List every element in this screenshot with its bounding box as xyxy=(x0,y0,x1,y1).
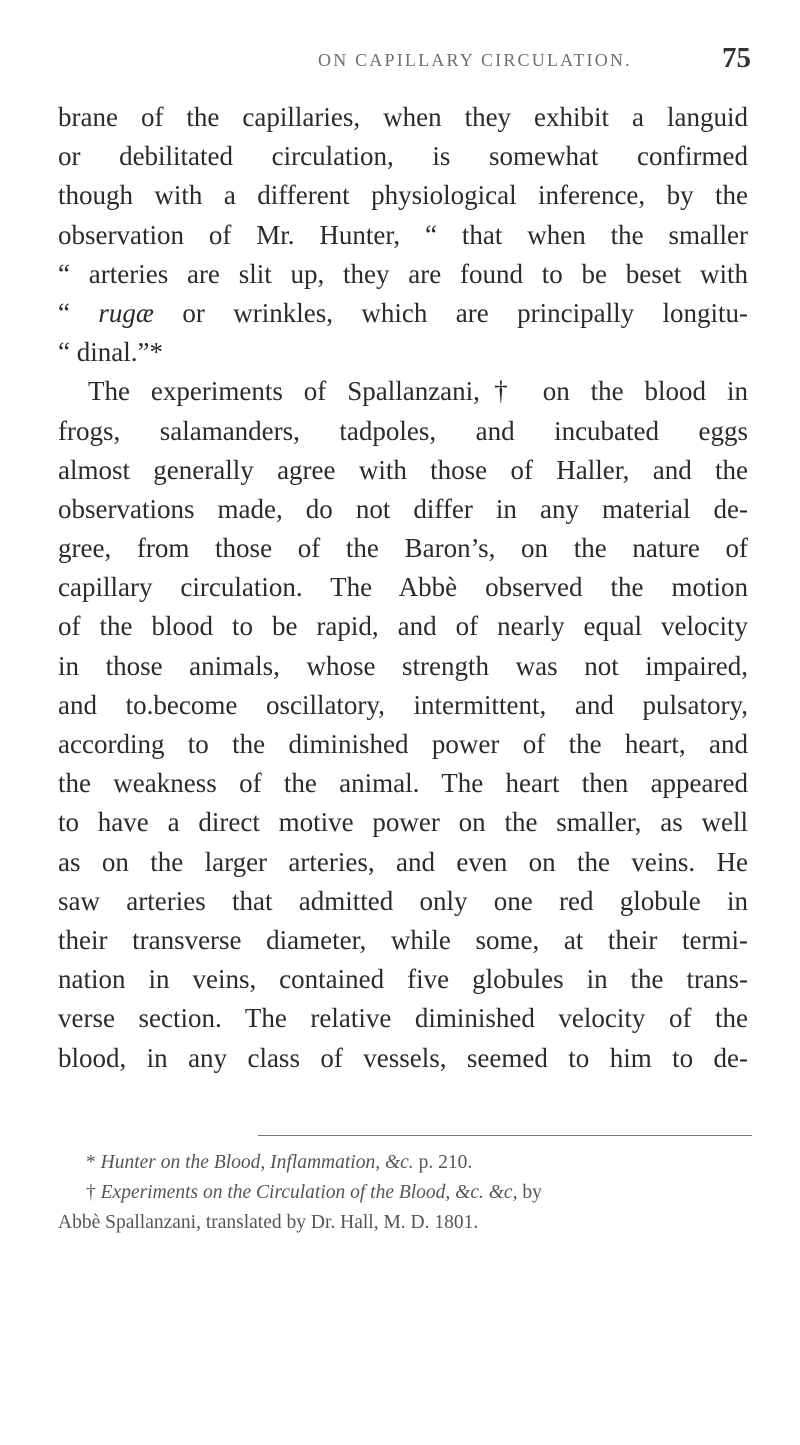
footnote-2-continued: Abbè Spallanzani, translated by Dr. Hall, M. D. 1801. xyxy=(58,1212,479,1233)
text-line: saw arteries that admitted only one red globule in xyxy=(58,885,748,916)
footnotes xyxy=(58,1148,758,1238)
footnote-1 xyxy=(58,1148,758,1178)
footnote-rest: by xyxy=(517,1182,542,1203)
text-line: in those animals, whose strength was not impaired, xyxy=(58,650,748,681)
text-line: though with a different physiological inference, by the xyxy=(58,180,748,211)
text-line: “ dinal.”* xyxy=(58,337,163,368)
text-line: capillary circulation. The Abbè observed the motion xyxy=(58,572,748,603)
running-header xyxy=(0,42,800,82)
italic-term: rugæ xyxy=(98,297,154,328)
footnote-divider xyxy=(258,1135,752,1136)
text-line: frogs, salamanders, tadpoles, and incubated eggs xyxy=(58,415,748,446)
running-title: ON CAPILLARY CIRCULATION. xyxy=(318,50,632,70)
text-line: and to.become oscillatory, intermittent, and pulsatory, xyxy=(58,689,748,720)
text-line: as on the larger arteries, and even on the veins. He xyxy=(58,846,748,877)
text-line: according to the diminished power of the heart, and xyxy=(58,729,748,759)
paragraph-start: The experiments of Spallanzani,† on the blood in xyxy=(88,376,748,407)
footnote-mark: * xyxy=(86,1152,101,1173)
footnote-mark: † xyxy=(86,1182,101,1203)
text-line: brane of the capillaries, when they exhibit a languid xyxy=(58,102,748,132)
footnote-citation: Hunter on the Blood, Inflammation, &c. xyxy=(100,1152,414,1173)
page-number: 75 xyxy=(722,42,751,74)
text-line-rest: or wrinkles, which are principally longitu- xyxy=(153,297,748,328)
text-line xyxy=(58,294,748,333)
text-line: almost generally agree with those of Haller, and the xyxy=(58,454,748,485)
text-line: observation of Mr. Hunter, “ that when the smaller xyxy=(58,219,748,250)
text-line: of the blood to be rapid, and of nearly equal velocity xyxy=(58,611,748,642)
text-line: nation in veins, contained five globules in the trans- xyxy=(58,964,748,995)
footnote-page: p. 210. xyxy=(413,1152,473,1173)
footnote-2 xyxy=(58,1178,758,1208)
text-line: blood, in any class of vessels, seemed to him to de- xyxy=(58,1042,748,1073)
body-text xyxy=(58,98,748,1078)
text-line: “ arteries are slit up, they are found to be beset with xyxy=(58,258,748,289)
text-line: to have a direct motive power on the smaller, as well xyxy=(58,807,748,838)
quote-mark: “ xyxy=(58,297,99,328)
text-line: their transverse diameter, while some, at their termi- xyxy=(58,924,748,955)
text-line: observations made, do not differ in any material de- xyxy=(58,493,748,524)
text-line: gree, from those of the Baron’s, on the nature of xyxy=(58,533,748,564)
text-line: verse section. The relative diminished velocity of the xyxy=(58,1003,748,1034)
text-line: the weakness of the animal. The heart then appeared xyxy=(58,768,748,799)
footnote-citation: Experiments on the Circulation of the Blood, &c. &c, xyxy=(100,1182,518,1203)
text-line: or debilitated circulation, is somewhat confirmed xyxy=(58,141,748,172)
